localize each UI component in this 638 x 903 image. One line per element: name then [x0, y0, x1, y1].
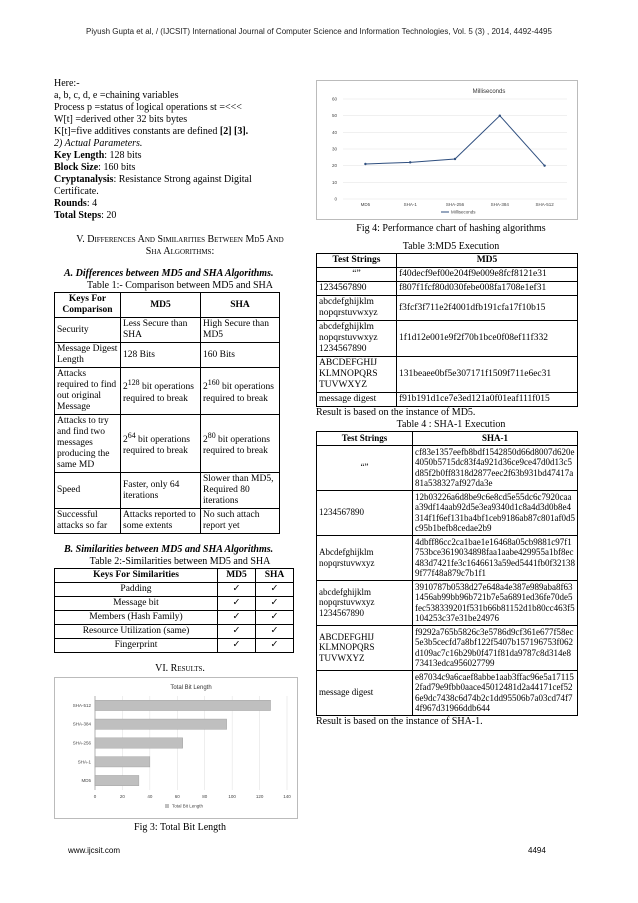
footer-site: www.ijcsit.com [68, 846, 121, 855]
table-row [317, 580, 578, 625]
table-row [317, 357, 578, 393]
comparison-table [54, 292, 280, 534]
table-cell: Padding [55, 583, 218, 597]
table-row [55, 611, 294, 625]
table-header: SHA [201, 293, 280, 318]
y-tick-label: 40 [331, 129, 337, 135]
subsection-b: B. Similarities between MD5 and SHA Algorithms. [64, 544, 274, 555]
table-row [55, 473, 280, 509]
table-cell: Message bit [55, 597, 218, 611]
table-row [317, 321, 578, 357]
table-cell: 1234567890 [317, 282, 397, 296]
base: 2 [203, 382, 208, 393]
cell-text: bit operations required to break [203, 382, 274, 404]
bar-chart [54, 677, 298, 819]
chart-title: Milliseconds [472, 89, 506, 95]
table-row [317, 625, 578, 670]
table-cell: Less Secure than SHA [121, 318, 201, 343]
table-cell [201, 368, 280, 415]
hash-cell: f807f1fcf80d030febe008fa1708e1ef31 [397, 282, 578, 296]
y-tick-label: SHA-512 [72, 702, 91, 708]
cell-text: bit operations required to break [123, 382, 194, 404]
table-cell: abcdefghijklm nopqrstuvwxyz [317, 296, 397, 321]
x-tick-label: 80 [202, 794, 208, 799]
table-header: SHA-1 [413, 432, 578, 446]
bar [95, 719, 227, 729]
running-header: Piyush Gupta et al, / (IJCSIT) International Journal of Computer Science and Information Technologies, Vol. 5 (3) , 2014, 4492-4495 [86, 27, 552, 36]
table-header: Test Strings [317, 432, 413, 446]
y-tick-label: 60 [331, 96, 337, 102]
table-cell: No such attach report yet [201, 509, 280, 534]
bar [95, 775, 139, 785]
table-row [317, 268, 578, 282]
table-row [317, 670, 578, 715]
bar [95, 700, 271, 710]
definition-line: Process p =status of logical operations st =<<< [54, 102, 242, 113]
y-tick-label: 0 [334, 196, 337, 202]
table-cell: 1234567890 [317, 490, 413, 535]
table-cell: High Secure than MD5 [201, 318, 280, 343]
check-icon: ✓ [218, 639, 256, 653]
table-header: Keys For Comparison [55, 293, 121, 318]
data-point [409, 161, 411, 163]
param-line [54, 198, 306, 210]
base: 2 [123, 435, 128, 446]
legend-label: Total Bit Length [172, 803, 204, 809]
fig4-caption: Fig 4: Performance chart of hashing algorithms [356, 223, 546, 234]
x-tick-label: 140 [283, 794, 291, 799]
hash-cell: f3fcf3f711e2f4001dfb191cfa17f10b15 [397, 296, 578, 321]
table-header: Test Strings [317, 254, 397, 268]
y-tick-label: MD5 [81, 778, 91, 784]
table2-caption: Table 2:-Similarities between MD5 and SHA [89, 556, 271, 567]
table3-note: Result is based on the instance of MD5. [316, 407, 476, 418]
param-value: : 160 bits [98, 162, 136, 173]
table4-caption: Table 4 : SHA-1 Execution [396, 419, 506, 430]
table-row [317, 296, 578, 321]
table-cell: ABCDEFGHIJ KLMNOPQRS TUVWXYZ [317, 625, 413, 670]
cell-text: bit operations required to break [123, 435, 191, 457]
subsection-heading: 2) Actual Parameters. [54, 138, 143, 149]
base: 2 [203, 435, 208, 446]
table-cell: Message Digest Length [55, 343, 121, 368]
x-tick-label: SHA-384 [490, 202, 509, 207]
check-icon: ✓ [218, 583, 256, 597]
table-cell: Attacks reported to some extents [121, 509, 201, 534]
param-line [54, 174, 294, 198]
table-cell: abcdefghijklm nopqrstuvwxyz 1234567890 [317, 321, 397, 357]
param-key: Cryptanalysis [54, 174, 114, 185]
table-row [55, 415, 280, 473]
param-key: Total Steps [54, 210, 102, 221]
data-point [543, 164, 545, 166]
footer-page-number: 4494 [528, 846, 546, 855]
x-tick-label: 20 [119, 794, 125, 799]
section-heading-vi: VI. Results. [155, 663, 205, 674]
table-header: MD5 [121, 293, 201, 318]
hash-cell: f9292a765b5826c3e5786d9cf361e677f58ec5e3b5cecfd7a8bf122f5407b157196753f062d109ac7c16b29b0f471f81da9787c8d314e873413edca956027799 [413, 625, 578, 670]
table-cell: Abcdefghijklm nopqrstuvwxyz [317, 535, 413, 580]
x-tick-label: SHA-512 [535, 202, 554, 207]
x-tick-label: 40 [147, 794, 153, 799]
bar [95, 738, 183, 748]
table-row [55, 368, 280, 415]
param-value: : 4 [86, 198, 98, 209]
table-cell: Security [55, 318, 121, 343]
table1-caption: Table 1:- Comparison between MD5 and SHA [87, 280, 273, 291]
y-tick-label: SHA-256 [72, 740, 91, 746]
table-header: MD5 [218, 569, 256, 583]
exponent: 64 [127, 430, 136, 440]
table-row [317, 445, 578, 490]
exponent: 160 [207, 378, 220, 388]
chart-title: Total Bit Length [170, 685, 212, 691]
check-icon: ✓ [218, 597, 256, 611]
table3-caption: Table 3:MD5 Execution [402, 241, 500, 252]
table-cell: message digest [317, 393, 397, 407]
table-cell: Attacks to try and find two messages producing the same MD [55, 415, 121, 473]
x-tick-label: 100 [228, 794, 236, 799]
param-key: Block Size [54, 162, 99, 173]
definition-line [54, 126, 306, 138]
param-line [54, 162, 306, 174]
param-value: : Resistance Strong against Digital Certificate. [54, 174, 252, 197]
hash-cell: f40decf9ef00e204f9e009e8fcf8121e31 [397, 268, 578, 282]
table-cell: 160 Bits [201, 343, 280, 368]
table-cell: 128 Bits [121, 343, 201, 368]
line-chart-svg [317, 81, 579, 221]
y-tick-label: SHA-384 [72, 721, 91, 727]
x-tick-label: 60 [174, 794, 180, 799]
table-cell [121, 368, 201, 415]
table-row [317, 393, 578, 407]
md5-execution-table [316, 253, 578, 407]
table-row [55, 625, 294, 639]
table-cell [121, 415, 201, 473]
definition-line: a, b, c, d, e =chaining variables [54, 90, 179, 101]
check-icon: ✓ [218, 625, 256, 639]
x-tick-label: 120 [255, 794, 264, 799]
hash-cell: 4dbff86cc2ca1bae1e16468a05cb9881c97f1753bce3619034898faa1aabe429955a1bf8ec483d7421fe3c1646613a59ed5441fb0f321389f77f48a879c7b1f1 [413, 535, 578, 580]
table-header: MD5 [397, 254, 578, 268]
table-cell: Fingerprint [55, 639, 218, 653]
check-icon: ✓ [256, 625, 294, 639]
here-label: Here:- [54, 78, 80, 89]
bar-chart-svg [55, 678, 299, 820]
table-cell: abcdefghijklm nopqrstuvwxyz 1234567890 [317, 580, 413, 625]
hash-cell: 1f1d12e001e9f2f70b1bce0f08ef11f332 [397, 321, 578, 357]
check-icon: ✓ [256, 583, 294, 597]
param-key: Rounds [54, 198, 87, 209]
table-row [55, 318, 280, 343]
table-cell: Attacks required to find out original Message [55, 368, 121, 415]
y-tick-label: 50 [331, 113, 337, 119]
fig3-caption: Fig 3: Total Bit Length [134, 822, 226, 833]
section-heading-v-cont: Sha Algorithms: [145, 246, 215, 257]
table-cell: “” [317, 268, 397, 282]
exponent: 80 [207, 430, 216, 440]
hash-cell: cf83e1357eefb8bdf1542850d66d8007d620e4050b5715dc83f4a921d36ce9ce47d0d13c5d85f2b0ff8318d2877eec2f63b931bd47417a81a538327af927da3e [413, 445, 578, 490]
cell-text: bit operations required to break [203, 435, 271, 457]
table-cell: Slower than MD5, Required 80 iterations [201, 473, 280, 509]
hash-cell: 131beaee0bf5e307171f1509f711e6ec31 [397, 357, 578, 393]
hash-cell: f91b191d1ce7e3ed121a0f01eaf111f015 [397, 393, 578, 407]
table4-note: Result is based on the instance of SHA-1. [316, 715, 483, 727]
hash-cell: e87034c9a6caef8abbe1aab3ffac96e5a171152fad79e9fbb0aace45012481d2a44171cef526e9dc7438c6d74b2c1dd95506b7a03cd74f74f967d31966ddb644 [413, 670, 578, 715]
citation: [2] [3]. [219, 126, 249, 137]
table-row [55, 509, 280, 534]
base: 2 [123, 382, 128, 393]
table-cell: Members (Hash Family) [55, 611, 218, 625]
y-tick-label: 20 [331, 163, 337, 169]
check-icon: ✓ [256, 597, 294, 611]
legend-label: Milliseconds [451, 209, 476, 215]
exponent: 128 [127, 378, 140, 388]
table-cell: Faster, only 64 iterations [121, 473, 201, 509]
table-cell: Speed [55, 473, 121, 509]
y-tick-label: SHA-1 [77, 759, 91, 765]
param-line [54, 210, 306, 222]
x-tick-label: 0 [93, 794, 97, 799]
bar [95, 757, 150, 767]
check-icon: ✓ [256, 611, 294, 625]
table-cell: Resource Utilization (same) [55, 625, 218, 639]
line-chart [316, 80, 578, 220]
param-key: Key Length [54, 150, 105, 161]
table-cell: “” [317, 445, 413, 490]
section-heading-v: V. Differences And Similarities Between Md5 And [76, 234, 284, 245]
legend-swatch [165, 804, 169, 808]
definition-line: W[t] =derived other 32 bits bytes [54, 114, 188, 125]
param-line [54, 150, 306, 162]
table-row [55, 639, 294, 653]
param-value: : 20 [101, 210, 117, 221]
x-tick-label: SHA-1 [403, 202, 417, 207]
table-cell: ABCDEFGHIJ KLMNOPQRS TUVWXYZ [317, 357, 397, 393]
subsection-a: A. Differences between MD5 and SHA Algorithms. [64, 268, 274, 279]
y-tick-label: 30 [331, 146, 337, 152]
data-point [364, 163, 366, 165]
table-row [55, 597, 294, 611]
table-header: SHA [256, 569, 294, 583]
check-icon: ✓ [218, 611, 256, 625]
sha1-execution-table [316, 431, 578, 716]
x-tick-label: MD5 [360, 202, 371, 207]
kt-text: K[t]=five additives constants are defined [54, 126, 220, 137]
table-row [317, 490, 578, 535]
y-tick-label: 10 [331, 179, 337, 185]
x-tick-label: SHA-256 [445, 202, 465, 207]
table-cell [201, 415, 280, 473]
table-row [317, 282, 578, 296]
hash-cell: 12b03226a6d8be9c6e8cd5e55dc6c7920caaa39df14aab92d5e3ea9340d1c8a4d3d0b8e4314f1f6ef131ba4bf1ceb9186ab87c801af0d5c95b1befb8cedae2b9 [413, 490, 578, 535]
table-cell: message digest [317, 670, 413, 715]
similarities-table [54, 568, 294, 653]
table-cell: Successful attacks so far [55, 509, 121, 534]
check-icon: ✓ [256, 639, 294, 653]
table-row [317, 535, 578, 580]
param-value: : 128 bits [104, 150, 142, 161]
hash-cell: 3910787b0538d27e648a4e387e989aba8f631456ab99bb96b721b7e5a6891ed36fe70de5fec538339201f531b66b81152d1b80cc463f5104253c37e31be24976 [413, 580, 578, 625]
table-row [55, 343, 280, 368]
table-row [55, 583, 294, 597]
right-column [316, 80, 586, 728]
table-header: Keys For Similarities [55, 569, 218, 583]
left-column [54, 78, 306, 834]
data-point [454, 158, 456, 160]
data-point [499, 114, 501, 116]
